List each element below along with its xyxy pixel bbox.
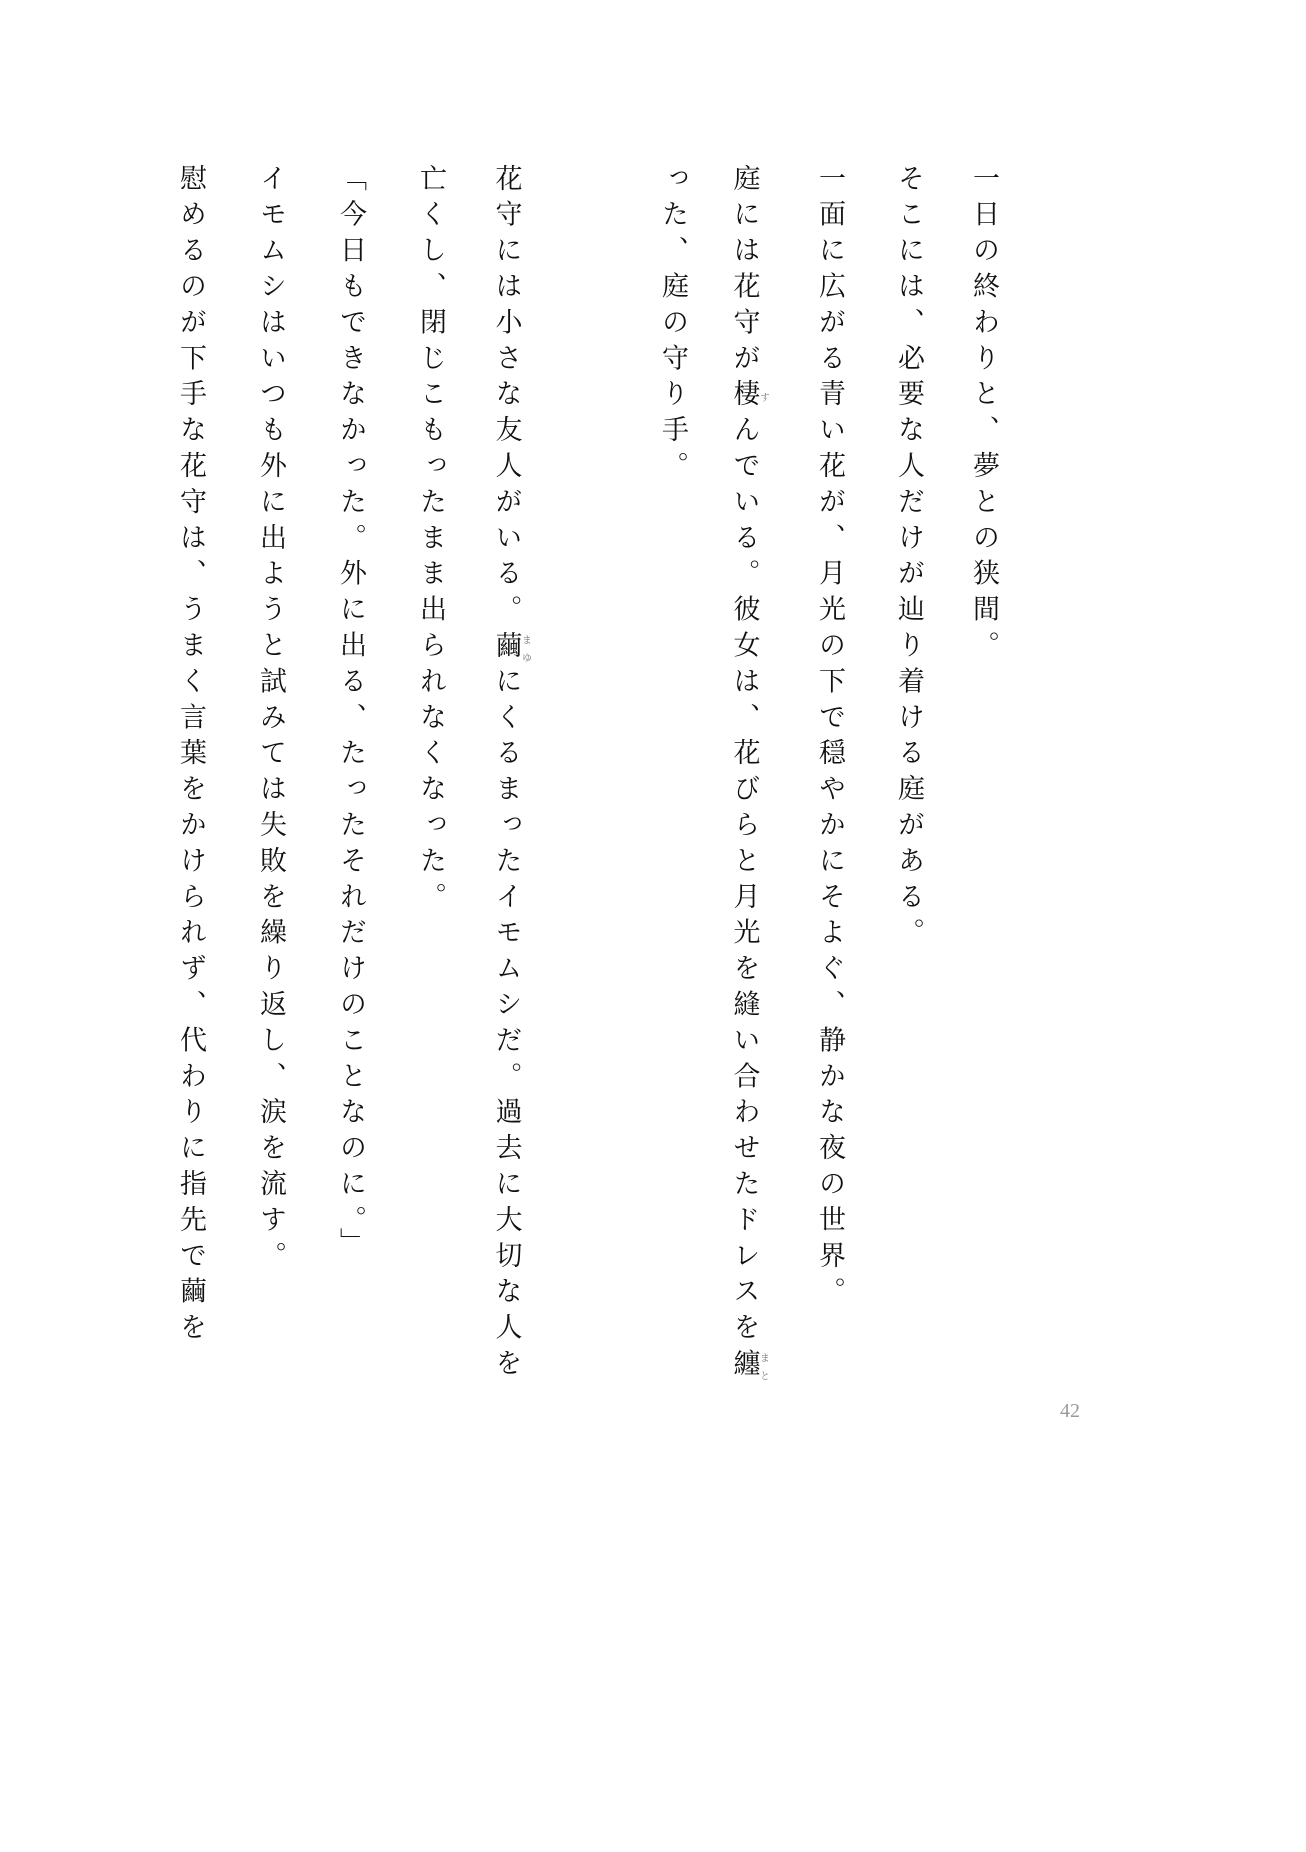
ruby-base: 棲 [728,379,760,416]
ruby-reading: まと [757,1348,769,1385]
line-text-middle: んでいる。彼女は、花びらと月光を縫い合わせたドレスを [728,415,760,1349]
line-text-before: 花守には小さな友人がいる。 [490,164,522,631]
ruby-reading: す [757,379,769,416]
line-text: った、庭の守り手。 [657,164,688,488]
line-text-before: 庭には花守が [728,164,760,380]
text-line-9 [250,164,290,1404]
ruby-annotation [490,630,531,667]
line-text: イモムシはいつも外に出ようと試みては失敗を繰り返し、涙を流す。 [255,164,286,1277]
ruby-base: 纏 [728,1348,760,1385]
line-text: そこには、必要な人だけが辿り着ける庭がある。 [893,164,924,954]
line-text: 「今日もできなかった。外に出る、たったそれだけのことなのに。」 [335,164,366,1264]
text-line-2 [888,164,928,1404]
line-text-after: にくるまったイモムシだ。過去に大切な人を [490,666,522,1385]
line-text: 一面に広がる青い花が、月光の下で穏やかにそよぐ、静かな夜の世界。 [814,164,845,1313]
text-line-6 [490,164,530,1404]
text-line-3 [809,164,849,1404]
text-line-7 [410,164,450,1404]
ruby-base: 繭 [490,630,522,667]
line-text: 慰めるのが下手な花守は、うまく言葉をかけられず、代わりに指先で繭を [175,164,206,1349]
text-line-10 [170,164,210,1404]
page-number: 42 [1060,1400,1080,1422]
text-line-4 [728,164,768,1404]
text-line-1 [963,164,1003,1404]
text-line-8 [330,164,370,1404]
line-text: 亡くし、閉じこもったまま出られなくなった。 [415,164,446,918]
text-line-5 [652,164,692,1404]
line-text: 一日の終わりと、夢との狭間。 [968,164,999,667]
ruby-reading: まゆ [519,630,531,667]
ruby-annotation [728,379,769,416]
ruby-annotation [728,1348,769,1385]
